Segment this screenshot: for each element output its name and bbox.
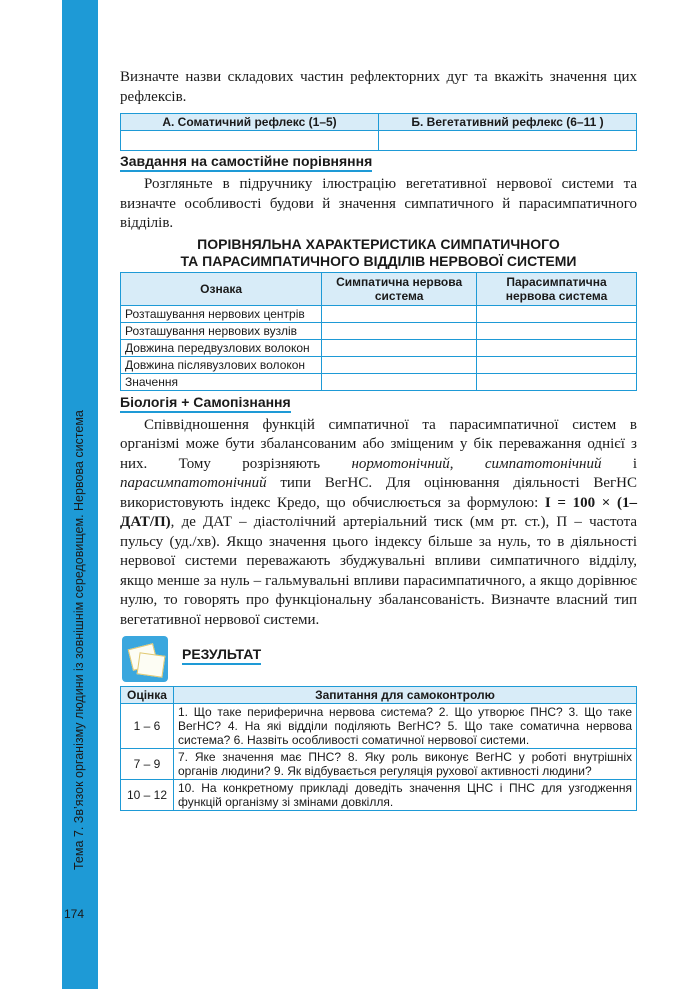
comparison-cell bbox=[322, 305, 477, 322]
comparison-cell bbox=[322, 339, 477, 356]
reflex-table bbox=[120, 113, 637, 151]
result-grade: 1 – 6 bbox=[121, 704, 174, 749]
notebook-icon bbox=[122, 636, 168, 682]
result-grade: 10 – 12 bbox=[121, 780, 174, 811]
page-number: 174 bbox=[64, 907, 85, 921]
reflex-header-somatic: А. Соматичний рефлекс (1–5) bbox=[121, 114, 379, 131]
reflex-cell bbox=[379, 131, 637, 151]
comparison-cell bbox=[322, 373, 477, 390]
comparison-header-parasympathetic: Парасимпатична нервова система bbox=[477, 272, 637, 305]
biology-text-part: Співвідношення функцій симпатичної та парасимпатичної систем в організмі може бути збалансованим або зміщеним у бік переважання однієї з них. Тому розрізняють bbox=[120, 416, 637, 472]
comparison-table bbox=[120, 272, 637, 391]
biology-heading: Біологія + Самопізнання bbox=[120, 394, 291, 413]
comparison-cell bbox=[477, 373, 637, 390]
separator: і bbox=[601, 455, 638, 472]
comparison-row-label: Довжина передвузлових волокон bbox=[121, 339, 322, 356]
credo-formula: І = 100 × (1–ДАТ/П) bbox=[120, 494, 637, 530]
comparison-title-line2: ТА ПАРАСИМПАТИЧНОГО ВІДДІЛІВ НЕРВОВОЇ СИСТЕМИ bbox=[180, 252, 577, 269]
chapter-title: Тема 7. Зв’язок організму людини із зовнішнім середовищем. Нервова система bbox=[72, 410, 86, 870]
result-questions: 7. Яке значення має ПНС? 8. Яку роль виконує ВегНС у роботі внутрішніх органів людини? 9. Як відбувається регуляція рухової активності людини? bbox=[174, 749, 637, 780]
result-grade: 7 – 9 bbox=[121, 749, 174, 780]
comparison-header-sympathetic: Симпатична нервова система bbox=[322, 272, 477, 305]
intro-text: Визначте назви складових частин рефлекторних дуг та вкажіть значення цих рефлексів. bbox=[120, 69, 637, 105]
task-text: Розгляньте в підручнику ілюстрацію вегетативної нервової системи та визначте особливості будови й значення симпатичного й парасимпатичного відділів. bbox=[120, 176, 637, 231]
self-control-table bbox=[120, 686, 637, 811]
biology-text-part: , де ДАТ – діастолічний артеріальний тиск (мм рт. ст.), П – частота пульсу (уд./хв). Якщо значення цього індексу більше за нуль, то в діяльності нервової системи переважають збуджувальні впливи симпатичного відділу, якщо менше за нуль – гальмувальні впливи парасимпатичного, а якщо дорівнює нулю, то говорять про функціональну збалансованість. Визначте власний тип вегетативної нервової системи. bbox=[120, 514, 637, 628]
term-sympathotonic: симпатотонічний bbox=[484, 455, 602, 472]
comparison-title-line1: ПОРІВНЯЛЬНА ХАРАКТЕРИСТИКА СИМПАТИЧНОГО bbox=[197, 235, 560, 252]
result-header bbox=[120, 636, 637, 686]
comparison-cell bbox=[477, 322, 637, 339]
comparison-cell bbox=[322, 356, 477, 373]
comparison-header-feature: Ознака bbox=[121, 272, 322, 305]
result-questions: 1. Що таке периферична нервова система? 2. Що утворює ПНС? 3. Що таке ВегНС? 4. На які відділи поділяють ВегНС? 5. Що таке соматична нервова система? 6. Назвіть особливості соматичної нервової системи. bbox=[174, 704, 637, 749]
comparison-title bbox=[120, 236, 637, 270]
result-header-questions: Запитання для самоконтролю bbox=[174, 687, 637, 704]
biology-text-part: типи ВегНС. Для оцінювання діяльності ВегНС використовують індекс Кредо, що обчислюється за формулою: bbox=[120, 475, 637, 511]
task-heading: Завдання на самостійне порівняння bbox=[120, 153, 372, 172]
reflex-header-vegetative: Б. Вегетативний рефлекс (6–11 ) bbox=[379, 114, 637, 131]
result-questions: 10. На конкретному прикладі доведіть значення ЦНС і ПНС для узгодження функцій організму зі змінами довкілля. bbox=[174, 780, 637, 811]
reflex-cell bbox=[121, 131, 379, 151]
term-parasympathotonic: парасимпатотонічний bbox=[120, 475, 267, 491]
biology-text bbox=[120, 416, 637, 631]
comparison-cell bbox=[477, 305, 637, 322]
result-label: РЕЗУЛЬТАТ bbox=[182, 646, 261, 665]
comparison-cell bbox=[477, 356, 637, 373]
separator: , bbox=[449, 455, 485, 472]
comparison-cell bbox=[477, 339, 637, 356]
comparison-row-label: Довжина післявузлових волокон bbox=[121, 356, 322, 373]
comparison-cell bbox=[322, 322, 477, 339]
page-content bbox=[120, 68, 637, 811]
comparison-row-label: Розташування нервових центрів bbox=[121, 305, 322, 322]
comparison-row-label: Значення bbox=[121, 373, 322, 390]
result-header-grade: Оцінка bbox=[121, 687, 174, 704]
term-normotonic: нормотонічний bbox=[351, 455, 450, 472]
comparison-row-label: Розташування нервових вузлів bbox=[121, 322, 322, 339]
